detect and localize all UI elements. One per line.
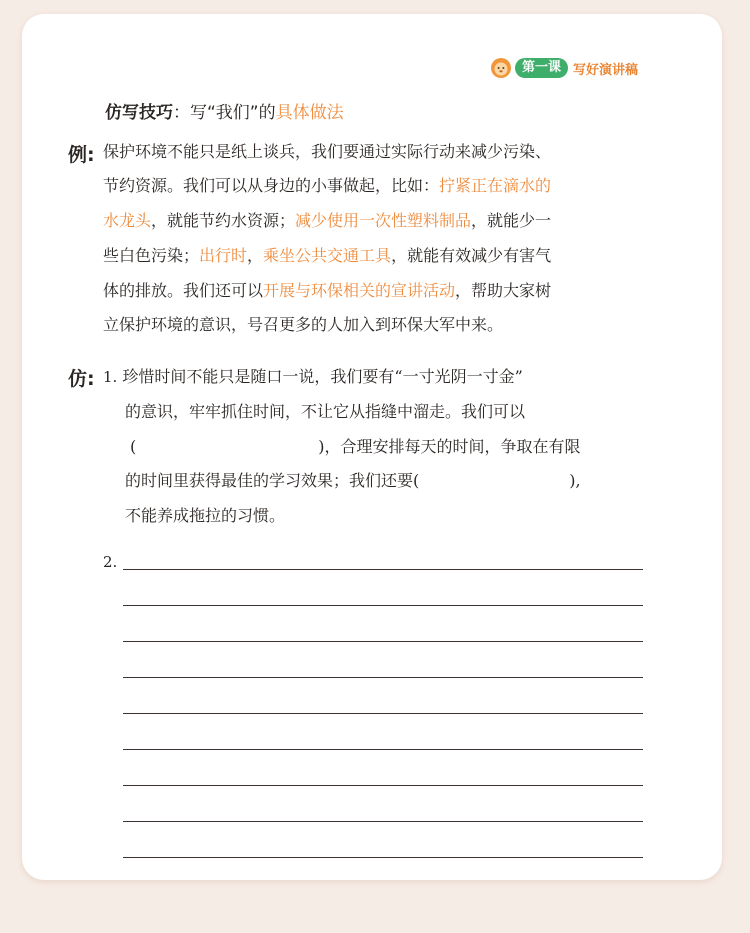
example-text: ，就能有效减少有害气 bbox=[391, 246, 552, 265]
practice-item-1-line-5: 不能养成拖拉的习惯。 bbox=[125, 506, 286, 525]
example-text: 立保护环境的意识，号召更多的人加入到环保大军中来。 bbox=[103, 315, 504, 334]
item-1-number: 1. bbox=[103, 368, 118, 386]
section-title-colon: ： bbox=[173, 103, 190, 123]
example-text: ，帮助大家树 bbox=[455, 281, 552, 300]
practice-item-1-line-2: 的意识，牢牢抓住时间，不让它从指缝中溜走。我们可以 bbox=[125, 402, 526, 421]
example-text: 节约资源。我们可以从身边的小事做起，比如： bbox=[103, 176, 440, 195]
highlighted-phrase: 开展与环保相关的宣讲活动 bbox=[263, 281, 456, 300]
blank-1-open: ( bbox=[130, 437, 137, 456]
section-title-prefix: 仿写技巧 bbox=[105, 103, 173, 123]
highlighted-phrase: 拧紧正在滴水的 bbox=[439, 176, 552, 195]
example-text: 些白色污染； bbox=[103, 246, 200, 265]
writing-line[interactable] bbox=[123, 713, 643, 714]
lesson-title: 写好演讲稿 bbox=[573, 62, 639, 78]
example-line bbox=[103, 141, 551, 163]
item-1-text-4: 的时间里获得最佳的学习效果；我们还要( bbox=[125, 471, 420, 490]
example-line bbox=[103, 210, 551, 232]
writing-line[interactable] bbox=[123, 857, 643, 858]
example-line bbox=[103, 280, 551, 302]
item-1-text-1: 珍惜时间不能只是随口一说，我们要有“一寸光阴一寸金” bbox=[122, 367, 523, 386]
highlighted-phrase: 水龙头 bbox=[103, 211, 152, 230]
blank-1-close: ) bbox=[318, 437, 325, 456]
example-text: ，就能节约水资源； bbox=[151, 211, 296, 230]
example-label: 例: bbox=[68, 144, 95, 166]
writing-line[interactable] bbox=[123, 821, 643, 822]
section-title-middle: 写“我们”的 bbox=[190, 103, 276, 123]
writing-line[interactable] bbox=[123, 605, 643, 606]
example-text: ，就能少一 bbox=[471, 211, 552, 230]
example-line bbox=[103, 175, 551, 197]
item-2-number: 2. bbox=[103, 553, 118, 571]
practice-item-1-line-4 bbox=[125, 470, 581, 492]
writing-line[interactable] bbox=[123, 677, 643, 678]
example-text: 保护环境不能只是纸上谈兵，我们要通过实际行动来减少污染、 bbox=[103, 142, 552, 161]
lion-icon bbox=[490, 57, 512, 79]
practice-label: 仿: bbox=[68, 368, 95, 390]
highlighted-phrase: 减少使用一次性塑料制品 bbox=[295, 211, 472, 230]
writing-line[interactable] bbox=[123, 641, 643, 642]
example-text: 体的排放。我们还可以 bbox=[103, 281, 264, 300]
lesson-badge bbox=[490, 57, 638, 79]
highlighted-phrase: 出行时 bbox=[199, 246, 248, 265]
writing-line[interactable] bbox=[123, 785, 643, 786]
blank-2-close: ), bbox=[569, 471, 581, 490]
example-line bbox=[103, 245, 551, 267]
writing-line[interactable] bbox=[123, 569, 643, 570]
practice-item-1-line-1 bbox=[103, 366, 523, 388]
highlighted-phrase: 乘坐公共交通工具 bbox=[263, 246, 392, 265]
section-title-highlight: 具体做法 bbox=[275, 103, 344, 123]
item-1-text-3: ，合理安排每天的时间，争取在有限 bbox=[324, 437, 581, 456]
lesson-number: 第一课 bbox=[515, 58, 568, 78]
section-title bbox=[105, 98, 344, 123]
writing-line[interactable] bbox=[123, 749, 643, 750]
practice-item-1-line-3 bbox=[130, 436, 581, 458]
example-text: ， bbox=[247, 246, 264, 265]
example-line bbox=[103, 314, 503, 336]
